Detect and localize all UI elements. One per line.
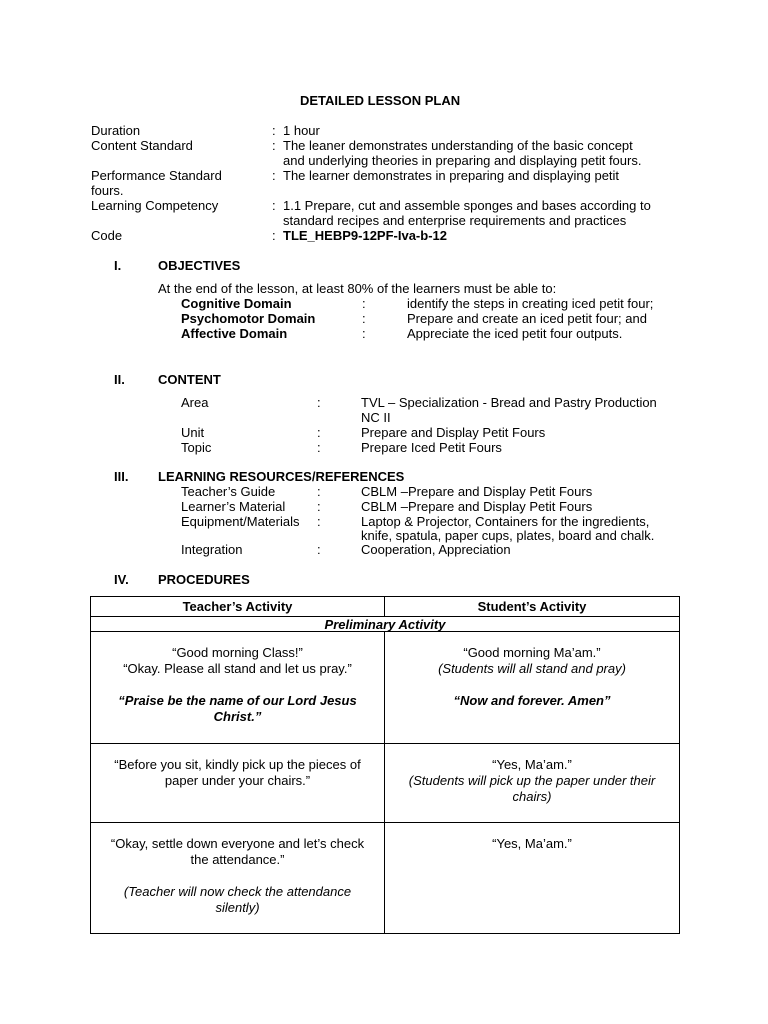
- integration-value: Cooperation, Appreciation: [361, 542, 511, 557]
- area-value: TVL – Specialization - Bread and Pastry Production: [361, 395, 657, 410]
- colon: :: [362, 326, 366, 341]
- colon: :: [272, 138, 276, 153]
- objective-label: Cognitive Domain: [181, 296, 292, 311]
- cell-text: “Before you sit, kindly pick up the pieces of: [114, 757, 361, 772]
- duration-label: Duration: [91, 123, 141, 138]
- header-text: Teacher’s Activity: [182, 599, 293, 614]
- colon: :: [317, 484, 321, 499]
- integration-label: Integration: [181, 542, 243, 557]
- learning-competency-label: Learning Competency: [91, 198, 219, 213]
- cell-text: (Students will pick up the paper under their: [408, 773, 656, 788]
- cell-text: “Good morning Class!”: [172, 645, 303, 660]
- colon: :: [272, 228, 276, 243]
- content-standard-value: and underlying theories in preparing and displaying petit fours.: [283, 153, 642, 168]
- code-label: Code: [91, 228, 123, 243]
- student-activity-cell: [385, 823, 680, 934]
- table-row: [91, 632, 680, 744]
- colon: :: [317, 542, 321, 557]
- student-activity-cell: [385, 744, 680, 823]
- teacher-activity-header: [91, 597, 385, 617]
- cell-text: chairs): [512, 789, 552, 804]
- cell-text: paper under your chairs.”: [164, 773, 311, 788]
- learning-competency-value: 1.1 Prepare, cut and assemble sponges and bases according to: [283, 198, 651, 213]
- procedures-heading: PROCEDURES: [158, 572, 250, 587]
- unit-label: Unit: [181, 425, 205, 440]
- document-title: DETAILED LESSON PLAN: [300, 93, 461, 108]
- teacher-activity-cell: [91, 823, 385, 934]
- cell-text: “Praise be the name of our Lord Jesus: [118, 693, 357, 708]
- colon: :: [362, 296, 366, 311]
- header-text: Student’s Activity: [477, 599, 587, 614]
- colon: :: [272, 198, 276, 213]
- content-standard-value: The leaner demonstrates understanding of the basic concept: [283, 138, 633, 153]
- teacher-activity-cell: [91, 744, 385, 823]
- teachers-guide-label: Teacher’s Guide: [181, 484, 276, 499]
- objectives-intro: At the end of the lesson, at least 80% of the learners must be able to:: [158, 281, 557, 296]
- activity-table: [90, 596, 680, 934]
- code-value: TLE_HEBP9-12PF-Iva-b-12: [283, 228, 447, 243]
- cell-text: “Good morning Ma’am.”: [463, 645, 601, 660]
- section-number: III.: [114, 469, 129, 484]
- colon: :: [317, 425, 321, 440]
- unit-value: Prepare and Display Petit Fours: [361, 425, 546, 440]
- table-row: [91, 744, 680, 823]
- equipment-value: Laptop & Projector, Containers for the ingredients,: [361, 514, 650, 529]
- colon: :: [272, 123, 276, 138]
- colon: :: [317, 395, 321, 410]
- section-number: IV.: [114, 572, 129, 587]
- teacher-activity-cell: [91, 632, 385, 744]
- preliminary-activity-header: [91, 617, 680, 632]
- cell-text: “Yes, Ma’am.”: [492, 836, 572, 851]
- learning-competency-value: standard recipes and enterprise requirements and practices: [283, 213, 627, 228]
- equipment-value: knife, spatula, paper cups, plates, board and chalk.: [361, 528, 655, 543]
- cell-text: the attendance.”: [190, 852, 285, 867]
- colon: :: [362, 311, 366, 326]
- cell-text: “Okay, settle down everyone and let’s check: [110, 836, 365, 851]
- area-label: Area: [181, 395, 209, 410]
- subheader-text: Preliminary Activity: [324, 616, 446, 632]
- equipment-label: Equipment/Materials: [181, 514, 300, 529]
- objective-label: Psychomotor Domain: [181, 311, 316, 326]
- learners-material-value: CBLM –Prepare and Display Petit Fours: [361, 499, 593, 514]
- topic-label: Topic: [181, 440, 212, 455]
- objectives-heading: OBJECTIVES: [158, 258, 241, 273]
- cell-text: “Okay. Please all stand and let us pray.”: [123, 661, 352, 676]
- learners-material-label: Learner’s Material: [181, 499, 286, 514]
- duration-value: 1 hour: [283, 123, 320, 138]
- objective-value: Prepare and create an iced petit four; and: [407, 311, 647, 326]
- section-number: II.: [114, 372, 125, 387]
- topic-value: Prepare Iced Petit Fours: [361, 440, 502, 455]
- objective-value: identify the steps in creating iced petit four;: [407, 296, 654, 311]
- performance-standard-value: The learner demonstrates in preparing and displaying petit: [283, 168, 620, 183]
- table-header-row: [91, 597, 680, 617]
- area-value: NC II: [361, 410, 391, 425]
- objective-label: Affective Domain: [181, 326, 288, 341]
- cell-text: “Now and forever. Amen”: [453, 693, 611, 708]
- student-activity-cell: [385, 632, 680, 744]
- performance-standard-label: Performance Standard: [91, 168, 222, 183]
- section-number: I.: [114, 258, 122, 273]
- cell-text: (Teacher will now check the attendance: [123, 884, 352, 899]
- colon: :: [272, 168, 276, 183]
- cell-text: “Yes, Ma’am.”: [492, 757, 572, 772]
- cell-text: silently): [215, 900, 260, 915]
- table-row: [91, 823, 680, 934]
- colon: :: [317, 514, 321, 529]
- student-activity-header: [385, 597, 680, 617]
- performance-standard-label: fours.: [91, 183, 124, 198]
- objective-value: Appreciate the iced petit four outputs.: [407, 326, 623, 341]
- resources-heading: LEARNING RESOURCES/REFERENCES: [158, 469, 405, 484]
- table-subheader-row: [91, 617, 680, 632]
- content-standard-label: Content Standard: [91, 138, 193, 153]
- colon: :: [317, 499, 321, 514]
- colon: :: [317, 440, 321, 455]
- cell-text: (Students will all stand and pray): [438, 661, 626, 676]
- content-heading: CONTENT: [158, 372, 221, 387]
- cell-text: Christ.”: [213, 709, 262, 724]
- teachers-guide-value: CBLM –Prepare and Display Petit Fours: [361, 484, 593, 499]
